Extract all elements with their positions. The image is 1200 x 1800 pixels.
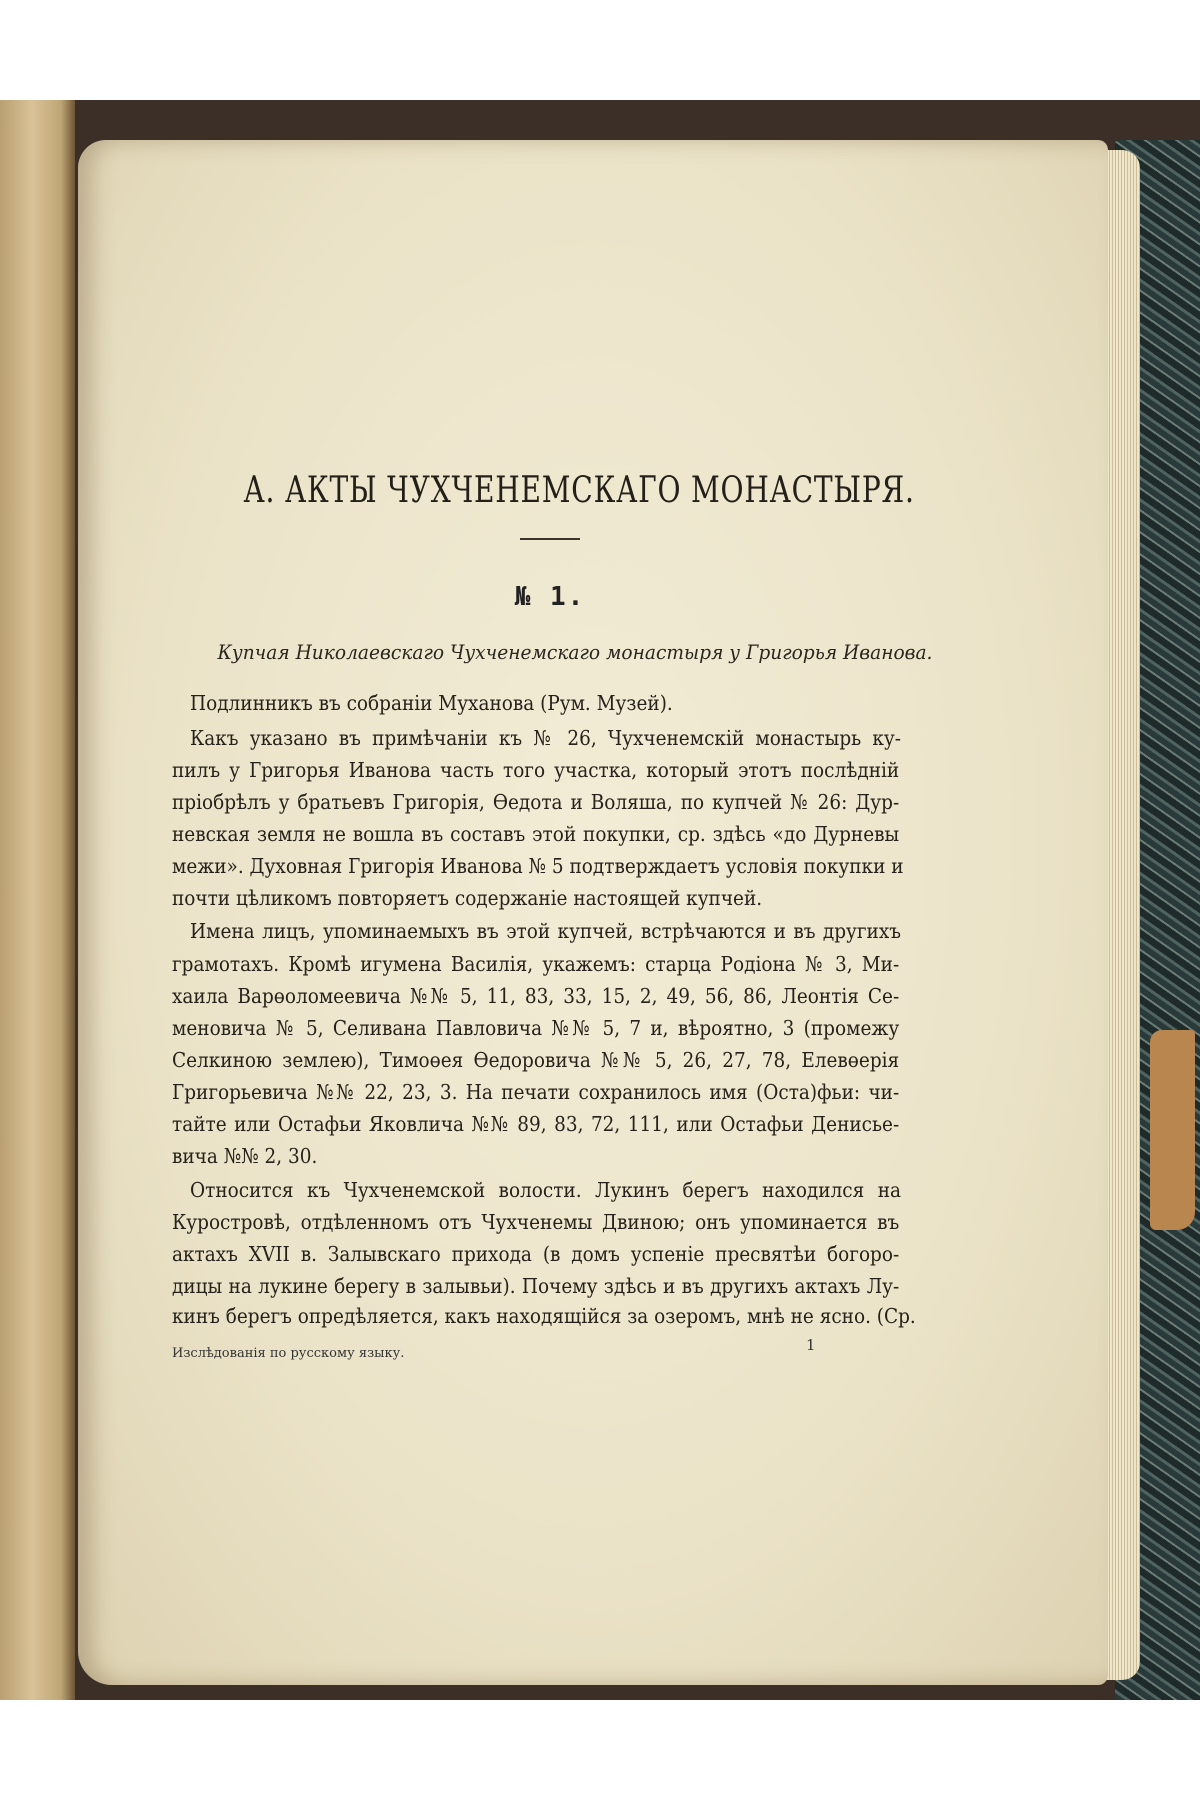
book-page (78, 140, 1108, 1685)
document-heading: Купчая Николаевскаго Чухченемскаго монастыря у Григорья Иванова. (217, 640, 933, 664)
body-line: тайте или Остафьи Яковлича №№ 89, 83, 72, 111, или Остафьи Денисье- (172, 1112, 900, 1136)
title-divider (520, 538, 580, 540)
body-line: меновича № 5, Селивана Павловича №№ 5, 7 и, вѣроятно, 3 (промежу (172, 1016, 900, 1040)
body-line: почти цѣликомъ повторяетъ содержанiе настоящей купчей. (172, 886, 763, 910)
body-line: невская земля не вошла въ составъ этой покупки, ср. здѣсь «до Дурневы (172, 822, 900, 846)
body-line: Подлинникъ въ собранiи Муханова (Рум. Музей). (190, 691, 673, 715)
body-line: дицы на лукине берегу в залывьи). Почему здѣсь и въ другихъ актахъ Лу- (172, 1274, 900, 1298)
body-line: Селкиною землею), Тимоөея Өедоровича №№ 5, 26, 27, 78, Елевөерiя (172, 1048, 900, 1072)
body-line: вича №№ 2, 30. (172, 1144, 318, 1168)
left-page-edge (0, 100, 75, 1700)
document-number: № 1. (514, 582, 586, 612)
body-line: Относится къ Чухченемской волости. Лукинъ берегъ находился на (190, 1178, 901, 1202)
body-line: Какъ указано въ примѣчанiи къ № 26, Чухченемскiй монастырь ку- (190, 726, 901, 750)
body-line: хаила Варөоломеевича №№ 5, 11, 83, 33, 15, 2, 49, 56, 86, Леонтiя Се- (172, 984, 900, 1008)
body-line: Имена лицъ, упоминаемыхъ въ этой купчей, встрѣчаются и въ другихъ (190, 919, 901, 943)
page-footer: Изслѣдованiя по русскому языку. (172, 1346, 405, 1361)
body-line: актахъ XVII в. Залывскаго прихода (в домъ успенiе пресвятѣи богоро- (172, 1242, 900, 1266)
body-line: кинъ берегъ опредѣляется, какъ находящiйся за озеромъ, мнѣ не ясно. (Ср. (172, 1304, 916, 1328)
page-number: 1 (806, 1336, 816, 1354)
body-line: Куростровѣ, отдѣленномъ отъ Чухченемы Двиною; онъ упоминается въ (172, 1210, 900, 1234)
page-title: А. АКТЫ ЧУХЧЕНЕМСКАГО МОНАСТЫРЯ. (243, 470, 915, 511)
body-line: грамотахъ. Кромѣ игумена Василiя, укажемъ: старца Родiона № 3, Ми- (172, 952, 900, 976)
body-line: Григорьевича №№ 22, 23, 3. На печати сохранилось имя (Оста)фьи: чи- (172, 1080, 900, 1104)
body-line: прiобрѣлъ у братьевъ Григорiя, Өедота и Воляша, по купчей № 26: Дур- (172, 790, 900, 814)
cover-damage (1150, 1030, 1195, 1230)
body-line: пилъ у Григорья Иванова часть того участка, который этотъ послѣднiй (172, 758, 900, 782)
body-line: межи». Духовная Григорiя Иванова № 5 подтверждаетъ условiя покупки и (172, 854, 904, 878)
